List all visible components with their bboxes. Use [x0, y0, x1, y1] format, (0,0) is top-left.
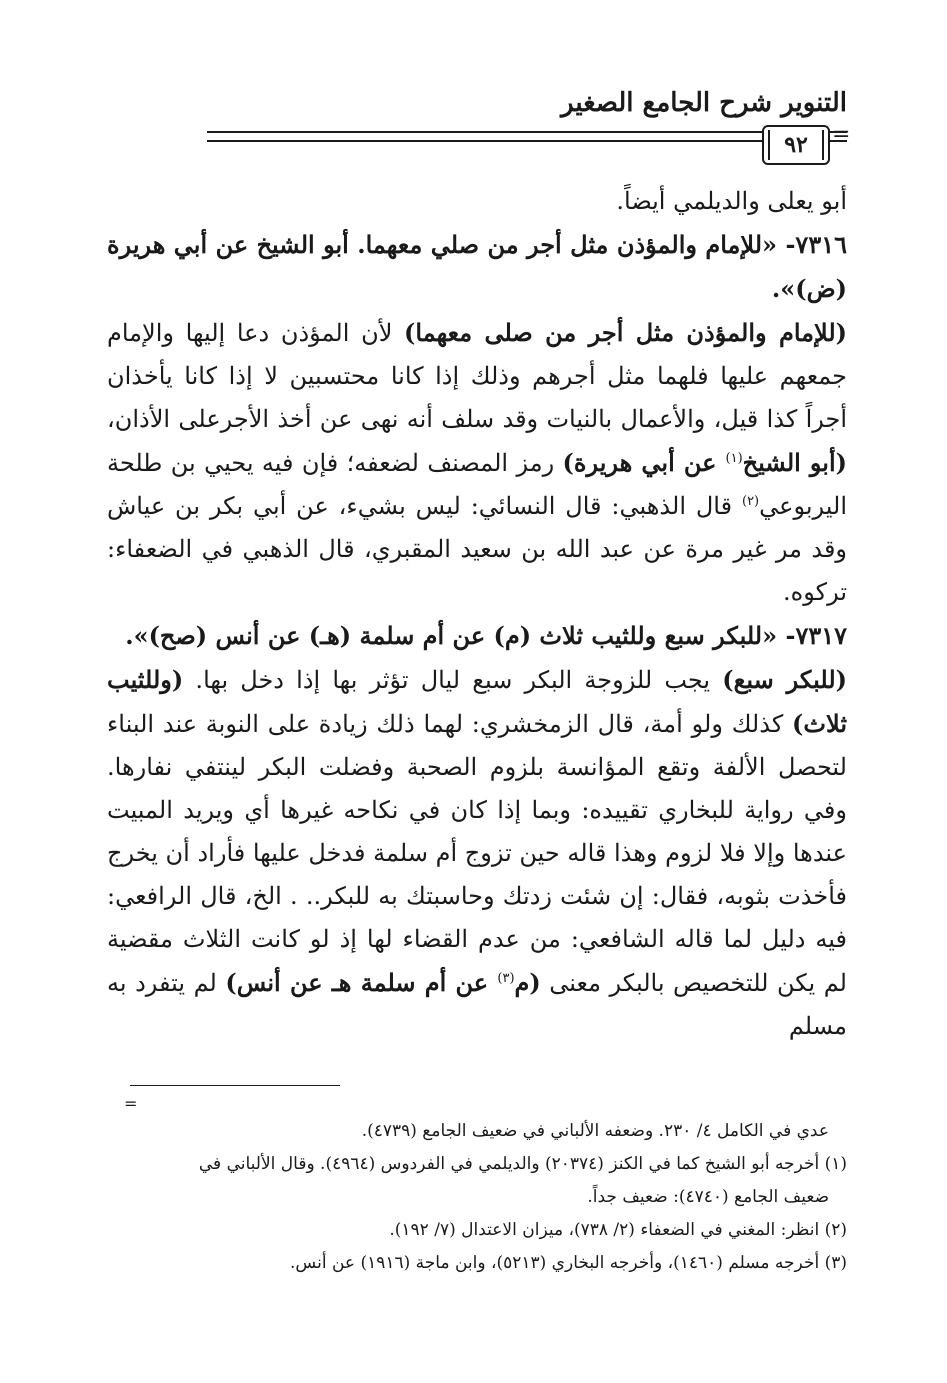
- main-text: [107, 180, 847, 1048]
- hadith-7316: [107, 223, 847, 311]
- header-dash-mark: =: [832, 122, 851, 147]
- footnote-1-line-2: ضعيف الجامع (٤٧٤٠): ضعيف جداً.: [587, 1187, 829, 1207]
- footnote-1: (١) أخرجه أبو الشيخ كما في الكنز (٢٠٣٧٤) والديلمي في الفردوس (٤٩٦٤). وقال الألباني في: [198, 1154, 847, 1174]
- hadith-number: ٧٣١٧-: [777, 621, 847, 650]
- paragraph-continuation: أبو يعلى والديلمي أيضاً.: [616, 187, 847, 215]
- commentary-7317: (للبكر سبع) يجب للزوجة البكر سبع ليال تؤثر بها إذا دخل بها. (وللثيب ثلاث) كذلك ولو أمة، قال الزمخشري: لهما ذلك زيادة على النوبة عند البناء لتحصل الألفة وتقع المؤانسة بلزوم الصحبة وفضلت البكر لينتفي نفارها. وفي رواية للبخاري تقييده: وبما إذا كان في نكاحه غيرها أي ويريد المبيت عندها وإلا فلا لزوم وهذا قاله حين تزوج أم سلمة فدخل عليها فأراد أن يخرج فأخذت بثوبه، فقال: إن شئت زدتك وحاسبتك به للبكر.. . الخ، قال الرافعي: فيه دليل لما قاله الشافعي: من عدم القضاء لها إذ لو كانت الثلاث مقضية لم يكن للتخصيص بالبكر معنى (م$^{(٣)}$ عن أم سلمة هـ عن أنس) لم يتفرد به مسلم: [107, 665, 848, 1040]
- hadith-text: «للبكر سبع وللثيب ثلاث (م) عن أم سلمة (هـ) عن أنس (صح)».: [125, 621, 778, 650]
- page-number-box: [762, 125, 830, 165]
- footnotes: [107, 1115, 847, 1280]
- running-title: التنوير شرح الجامع الصغير: [561, 88, 847, 118]
- header-rule-bottom: [207, 140, 847, 142]
- footnote-2: (٢) انظر: المغني في الضعفاء (٢/ ٧٣٨)، ميزان الاعتدال (٧/ ١٩٢).: [389, 1220, 847, 1240]
- footnote-ref-3[interactable]: (٣): [497, 971, 515, 986]
- footnote-separator: [130, 1085, 340, 1086]
- footnote-continuation-mark: =: [124, 1094, 138, 1113]
- footnote-ref-1[interactable]: (١): [725, 451, 743, 466]
- footnote-ref-2[interactable]: (٢): [741, 494, 760, 509]
- page-number: ٩٢: [784, 132, 808, 158]
- hadith-7317: [107, 614, 847, 658]
- footnote-continued: عدي في الكامل ٤/ ٢٣٠. وضعفه الألباني في ضعيف الجامع (٤٧٣٩).: [361, 1121, 829, 1141]
- hadith-text: «للإمام والمؤذن مثل أجر من صلي معهما. أبو الشيخ عن أبي هريرة (ض)».: [107, 230, 847, 303]
- commentary-7316: (للإمام والمؤذن مثل أجر من صلى معهما) لأن المؤذن دعا إليها والإمام جمعهم عليها فلهما مثل أجرهم وذلك إذا كانا محتسبين لا إذا كانا يأخذان أجراً كذا قيل، والأعمال بالنيات وقد سلف أنه نهى عن أخذ الأجرعلى الأذان، (أبو الشيخ$^{(١)}$ عن أبي هريرة) رمز المصنف لضعفه؛ فإن فيه يحيي بن طلحة اليربوعي$^{(٢)}$ قال الذهبي: قال النسائي: ليس بشيء، عن أبي بكر بن عياش وقد مر غير مرة عن عبد الله بن سعيد المقبري، قال الذهبي في الضعفاء: تركوه.: [107, 318, 847, 606]
- footnote-3: (٣) أخرجه مسلم (١٤٦٠)، وأخرجه البخاري (٥٢١٣)، وابن ماجة (١٩١٦) عن أنس.: [290, 1253, 847, 1273]
- hadith-number: ٧٣١٦-: [777, 230, 847, 259]
- header-rule-top: [207, 131, 847, 133]
